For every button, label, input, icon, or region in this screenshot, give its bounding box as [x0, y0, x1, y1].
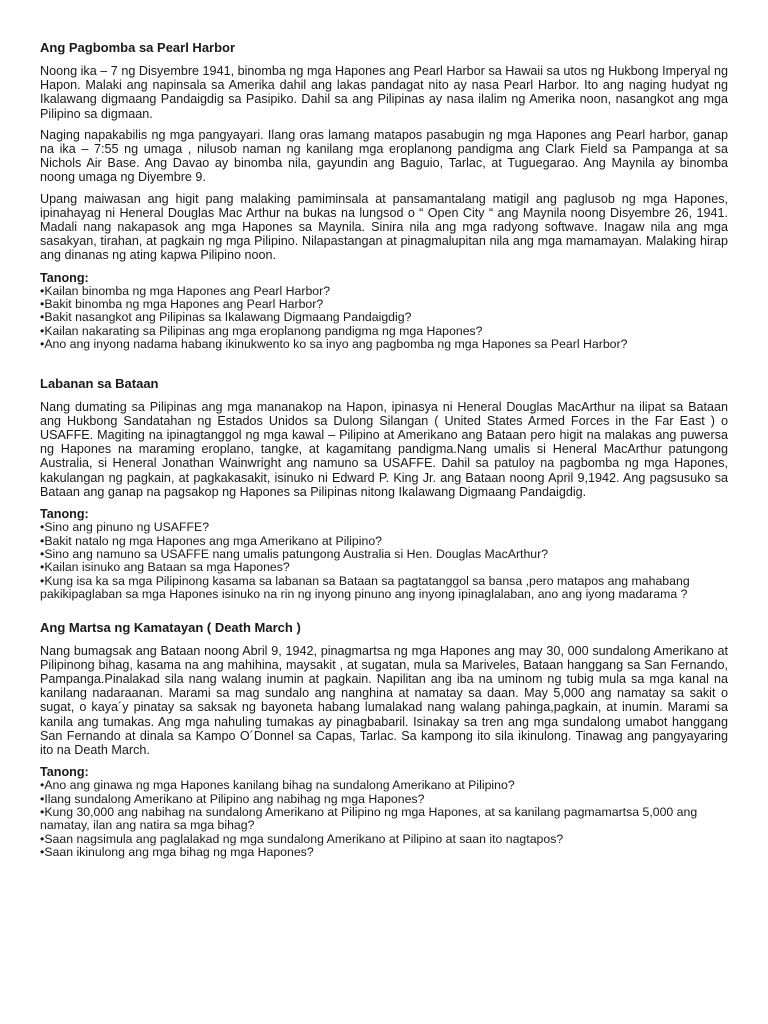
question-item: • Kung 30,000 ang nabihag na sundalong Amerikano at Pilipino ng mga Hapones, at sa kanilang pagmamartsa 5,000 ang namatay, ilan ang natira sa mga bihag? [40, 806, 728, 833]
question-item: • Ilang sundalong Amerikano at Pilipino ang nabihag ng mga Hapones? [40, 793, 728, 806]
question-list [40, 779, 728, 859]
section-labanan-sa-bataan [40, 376, 728, 602]
section-pearl-harbor [40, 40, 728, 352]
questions-label: Tanong: [40, 765, 89, 780]
question-item: • Kung isa ka sa mga Pilipinong kasama sa labanan sa Bataan sa pagtatanggol sa bansa ,pero matapos ang mahabang pakikipaglaban sa mga Hapones isinuko na rin ng inyong pinuno ang inyong ipinaglalaban, ano ang iyong madarama ? [40, 575, 728, 602]
paragraph: Nang bumagsak ang Bataan noong Abril 9, 1942, pinagmartsa ng mga Hapones ang may 30, 000 sundalong Amerikano at Pilipinong bihag, kasama na ang mahihina, maysakit , at sugatan, mula sa Mariveles, Bataan hanggang sa San Fernando, Pampanga.Pinalakad sila nang walang inumin at pagkain. Napilitan ang iba na uminom ng tubig mula sa mga kanal na kanilang nadaraanan. Marami sa mag sundalo ang nanghina at namatay sa daan. May 5,000 ang namatay sa sakit o sugat, o kaya´y pinatay sa saksak ng bayoneta habang lumalakad nang walang pahinga,pagkain, at inumin. Marami sa kanila ang tumakas. Ang mga nahuling tumakas ay pinagbabaril. Isinakay sa tren ang mga sundalong umabot hanggang San Fernando at dinala sa Kampo O´Donnel sa Capas, Tarlac. Sa kampong ito sila ikinulong. Tinawag ang pangyayaring ito na Death March. [40, 643, 728, 757]
section-title: Ang Pagbomba sa Pearl Harbor [40, 40, 236, 55]
question-item: • Kailan binomba ng mga Hapones ang Pearl Harbor? [40, 285, 728, 298]
question-item: • Saan nagsimula ang paglalakad ng mga sundalong Amerikano at Pilipino at saan ito nagtapos? [40, 833, 728, 846]
question-item: • Ano ang inyong nadama habang ikinukwento ko sa inyo ang pagbomba ng mga Hapones sa Pearl Harbor? [40, 338, 728, 351]
questions-label: Tanong: [40, 507, 89, 522]
paragraph: Upang maiwasan ang higit pang malaking pamiminsala at pansamantalang matigil ang paglusob ng mga Hapones, ipinahayag ni Heneral Douglas Mac Arthur na bukas na lungsod o “ Open City “ ang Maynila noong Disyembre 26, 1941. Madali nang nakapasok ang mga Hapones sa Maynila. Sinira nila ang mga radyong softwave. Inagaw nila ang mga sasakyan, tirahan, at pagkain ng mga Pilipino. Nilapastangan at pinagmalupitan nila ang mga mamamayan. Malaking hirap ang dinanas ng ating kapwa Pilipino noon. [40, 191, 728, 263]
question-item: • Bakit binomba ng mga Hapones ang Pearl Harbor? [40, 298, 728, 311]
question-item: • Sino ang namuno sa USAFFE nang umalis patungong Australia si Hen. Douglas MacArthur? [40, 548, 728, 561]
questions-label: Tanong: [40, 270, 89, 285]
question-item: • Bakit natalo ng mga Hapones ang mga Amerikano at Pilipino? [40, 535, 728, 548]
question-item: • Kailan nakarating sa Pilipinas ang mga eroplanong pandigma ng mga Hapones? [40, 325, 728, 338]
question-item: • Sino ang pinuno ng USAFFE? [40, 521, 728, 534]
section-death-march [40, 620, 728, 860]
question-list [40, 285, 728, 352]
question-item: • Bakit nasangkot ang Pilipinas sa Ikalawang Digmaang Pandaigdig? [40, 311, 728, 324]
question-item: • Kailan isinuko ang Bataan sa mga Hapones? [40, 561, 728, 574]
paragraph: Noong ika – 7 ng Disyembre 1941, binomba ng mga Hapones ang Pearl Harbor sa Hawaii sa utos ng Hukbong Imperyal ng Hapon. Malaki ang napinsala sa Amerika dahil ang lakas pandagat nito ay nasa Pearl Harbor. Ito ang naging hudyat ng Ikalawang digmaang Pandaigdig sa Pasipiko. Dahil sa ang Pilipinas ay nasa ilalim ng Amerika noon, nasangkot ang mga Pilipino sa digmaan. [40, 64, 728, 121]
question-item: • Ano ang ginawa ng mga Hapones kanilang bihag na sundalong Amerikano at Pilipino? [40, 779, 728, 792]
section-title: Labanan sa Bataan [40, 375, 159, 391]
question-list [40, 521, 728, 601]
section-title: Ang Martsa ng Kamatayan ( Death March ) [40, 619, 301, 635]
paragraph: Nang dumating sa Pilipinas ang mga mananakop na Hapon, ipinasya ni Heneral Douglas MacArthur na ilipat sa Bataan ang Hukbong Sandatahan ng Estados Unidos sa Dulong Silangan ( United States Armed Forces in the Far East ) o USAFFE. Magiting na ipinagtanggol ng mga kawal – Pilipino at Amerikano ang Bataan pero higit na malakas ang puwersa ng Hapones na maraming eroplano, tangke, at kagamitang pandigma.Nang umalis si Heneral MacArthur patungong Australia, si Heneral Jonathan Wainwright ang namuno sa USAFFE. Dahil sa patuloy na pagbomba ng mga Hapones, kakulangan ng pagkain, at pagkakasakit, isinuko ni Edward P. King Jr. ang Bataan noong April 9,1942. Ang pagsusuko sa Bataan ang ganap na pagsakop ng Hapones sa Pilipinas nitong Ikalawang Digmaang Pandaigdig. [40, 399, 728, 499]
paragraph: Naging napakabilis ng mga pangyayari. Ilang oras lamang matapos pasabugin ng mga Hapones ang Pearl harbor, ganap na ika – 7:55 ng umaga , nilusob naman ng kanilang mga eroplanong pandigma ang Clark Field sa Pampanga at sa Nichols Air Base. Ang Davao ay binomba nila, gayundin ang Baguio, Tarlac, at Tuguegarao. Ang Maynila ay binomba noong umaga ng Diyembre 9. [40, 127, 728, 185]
question-item: • Saan ikinulong ang mga bihag ng mga Hapones? [40, 846, 728, 859]
